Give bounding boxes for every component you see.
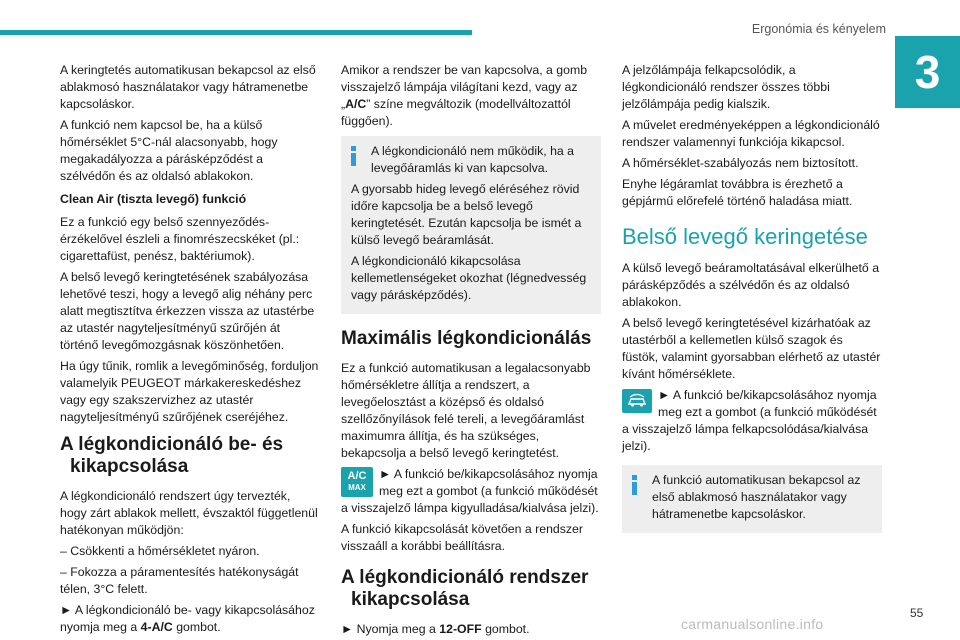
button-ref: 4-A/C <box>140 620 173 634</box>
info-icon <box>351 146 356 166</box>
heading-line: A légkondicionáló be- és <box>60 434 284 455</box>
text: ► A funkció be/kikapcsolásához nyomja meg ezt a gombot (a funkció működését a visszajelző lámpa kigyulladása/kialvása jelzi). <box>341 467 599 515</box>
info-box <box>341 136 601 314</box>
info-text: A funkció automatikusan bekapcsol az első ablakmosó használatakor vagy hátramenetbe kapcsoláskor. <box>652 473 861 521</box>
section-title: Ergonómia és kényelem <box>751 22 886 36</box>
info-text: A gyorsabb hideg levegő eléréséhez rövid időre kapcsolja be a belső levegő keringtetését. Ezután kapcsolja be ismét a külső levegő beáramlását. <box>351 182 582 247</box>
text: Amikor a rendszer be van kapcsolva, a gomb visszajelző lámpája világítani kezd, vagy az „ <box>341 63 588 111</box>
paragraph: A keringtetés automatikusan bekapcsol az első ablakmosó használatakor vagy hátramenetbe kapcsoláskor. <box>60 63 316 111</box>
text: gombot. <box>172 620 221 634</box>
column-2 <box>341 62 601 640</box>
header-accent-bar <box>0 30 472 35</box>
paragraph: A funkció kikapcsolását követően a rendszer visszaáll a korábbi beállításra. <box>341 522 583 553</box>
list-item: – Fokozza a páramentesítés hatékonyságát télen, 3°C felett. <box>60 565 299 596</box>
icon-text: A/C <box>347 470 367 482</box>
page-number: 55 <box>910 606 924 620</box>
paragraph: Ez a funkció egy belső szennyeződés-érzékelővel észleli a finomrészecskéket (pl.: cigarettafüst, penész, baktériumok). <box>60 215 300 263</box>
heading-ac-on-off <box>60 434 320 478</box>
instruction <box>622 387 882 455</box>
heading-recirculation: Belső levegő keringetése <box>622 224 868 249</box>
paragraph: A funkció nem kapcsol be, ha a külső hőmérséklet 5°C-nál alacsonyabb, hogy megakadályozza a párásképződést a szélvédőn és az oldalsó ablakokon. <box>60 118 278 183</box>
ac-max-button-icon <box>341 467 373 497</box>
ac-label: A/C <box>345 97 367 111</box>
paragraph: A külső levegő beáramoltatásával elkerülhető a párásképződés a szélvédőn és az oldalsó ablakokon. <box>622 261 880 309</box>
chapter-number-tab: 3 <box>895 36 960 108</box>
heading-line: kikapcsolása <box>70 456 189 477</box>
text: ” színe megváltozik (modellváltozattól függően). <box>341 97 571 128</box>
column-3 <box>622 62 882 545</box>
instruction <box>341 466 601 517</box>
paragraph: A belső levegő keringtetésével kizárhatóak az utastérből a kellemetlen külső szagok és füstök, valamint gyorsabban elérhető az utastér kívánt hőmérséklete. <box>622 316 881 381</box>
info-text: A légkondicionáló nem működik, ha a levegőáramlás ki van kapcsolva. <box>371 144 575 175</box>
paragraph: A hőmérséklet-szabályozás nem biztosított. <box>622 156 859 170</box>
subheading-clean-air: Clean Air (tiszta levegő) funkció <box>60 192 247 206</box>
watermark: carmanualsonline.info <box>681 616 824 632</box>
instruction <box>60 602 320 636</box>
paragraph: Ha úgy tűnik, romlik a levegőminőség, forduljon valamelyik PEUGEOT márkakereskedéshez vagy egy szakszervizhez az utastér nagyteljesítményű szűrőjének cseréjéhez. <box>60 359 319 424</box>
text: gombot. <box>481 622 530 636</box>
paragraph: Enyhe légáramlat továbbra is érezhető a gépjármű előrefelé történő haladása miatt. <box>622 177 853 208</box>
paragraph <box>341 62 601 130</box>
text: ► Nyomja meg a <box>341 622 440 636</box>
heading-ac-off <box>341 567 601 611</box>
info-icon <box>632 475 637 495</box>
heading-max-ac: Maximális légkondicionálás <box>341 328 592 349</box>
heading-line: A légkondicionáló rendszer <box>341 567 589 588</box>
instruction <box>341 621 601 638</box>
paragraph: A belső levegő keringtetésének szabályozása lehetővé teszi, hogy a levegő alig néhány perc alatt megtisztítva érkezzen vissza az utastérbe az utastér nagyteljesítményű szűrőjén át történő levegőmozgásnak köszönhetően. <box>60 270 315 352</box>
paragraph: A jelzőlámpája felkapcsolódik, a légkondicionáló rendszer összes többi jelzőlámpája pedig kialszik. <box>622 63 830 111</box>
heading-line: kikapcsolása <box>351 589 470 610</box>
icon-text: MAX <box>348 483 366 492</box>
paragraph: Ez a funkció automatikusan a legalacsonyabb hőmérsékletre állítja a rendszert, a levegőelosztást a középső és oldalsó szellőzőnyílások felé tereli, a levegőáramlást maximumra állítja, és ha szükséges, bekapcsolja a belső levegő keringtetést. <box>341 361 591 460</box>
paragraph: A légkondicionáló rendszert úgy tervezték, hogy zárt ablakok mellett, évszaktól függetlenül hatékonyan működjön: <box>60 489 318 537</box>
info-text: A légkondicionáló kikapcsolása kellemetlenségeket okozhat (légnedvesség vagy párásképződés). <box>351 254 587 302</box>
text: ► A funkció be/kikapcsolásához nyomja meg ezt a gombot (a funkció működését a visszajelző lámpa felkapcsolódása/kialvása jelzi). <box>622 388 877 453</box>
button-ref: 12-OFF <box>439 622 482 636</box>
list-item: – Csökkenti a hőmérsékletet nyáron. <box>60 544 260 558</box>
paragraph: A művelet eredményeképpen a légkondicionáló rendszer valamennyi funkciója kikapcsol. <box>622 118 880 149</box>
text: ► A légkondicionáló be- vagy kikapcsolásához nyomja meg a <box>60 603 315 634</box>
column-1 <box>60 62 320 640</box>
recirculation-button-icon <box>622 389 652 413</box>
info-box <box>622 465 882 533</box>
